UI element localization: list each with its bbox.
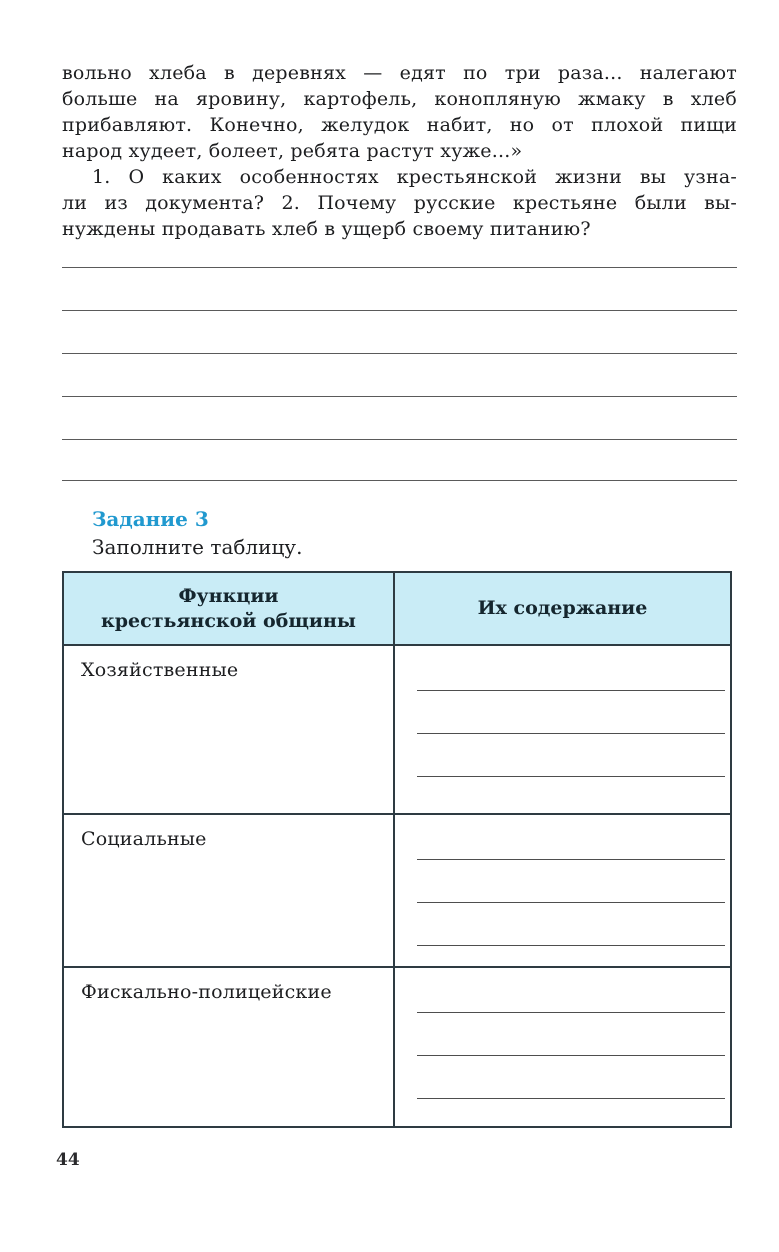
answer-line (62, 354, 737, 397)
row-label-economic: Хозяйственные (63, 645, 394, 814)
table-answer-line (417, 646, 725, 691)
table-row (63, 645, 731, 814)
row-answer-area (394, 814, 731, 967)
question-text-line: нуждены продавать хлеб в ущерб своему питанию? (62, 218, 591, 240)
answer-line (62, 242, 737, 268)
table-answer-line (417, 860, 725, 903)
answer-line (62, 268, 737, 311)
row-label-fiscal-police: Фискально-полицейские (63, 967, 394, 1127)
answer-line (62, 397, 737, 440)
row-answer-area (394, 645, 731, 814)
answer-line (62, 311, 737, 354)
table-answer-line (417, 691, 725, 734)
fill-table (62, 571, 732, 1128)
document-text-line: прибавляют. Конечно, желудок набит, но от плохой пищи (62, 114, 737, 136)
table-header-row (63, 572, 731, 645)
table-answer-line (417, 1056, 725, 1099)
page-number: 44 (56, 1150, 80, 1170)
document-text-line: больше на яровину, картофель, конопляную жмаку в хлеб (62, 88, 737, 110)
answer-line (62, 440, 737, 481)
task-title: Задание 3 (92, 507, 209, 531)
table-answer-line (417, 815, 725, 860)
document-text-line: вольно хлеба в деревнях — едят по три раза... налегают (62, 62, 737, 84)
page-content (62, 60, 737, 1128)
table-header-functions-line1: Функции (178, 584, 279, 607)
table-answer-line (417, 968, 725, 1013)
table-row (63, 967, 731, 1127)
row-answer-area (394, 967, 731, 1127)
question-text-line: ли из документа? 2. Почему русские крестьяне были вы- (62, 192, 737, 214)
table-answer-line (417, 734, 725, 777)
row-label-social: Социальные (63, 814, 394, 967)
table-row (63, 814, 731, 967)
table-header-content: Их содержание (394, 572, 731, 645)
answer-lines-section (62, 242, 737, 481)
document-text-line: народ худеет, болеет, ребята растут хуже...» (62, 140, 523, 162)
table-header-functions (63, 572, 394, 645)
task-instruction: Заполните таблицу. (92, 535, 303, 559)
table-answer-line (417, 903, 725, 946)
table-header-functions-line2: крестьянской общины (101, 609, 356, 632)
question-text-line: 1. О каких особенностях крестьянской жизни вы узна- (92, 166, 737, 188)
table-answer-line (417, 1013, 725, 1056)
